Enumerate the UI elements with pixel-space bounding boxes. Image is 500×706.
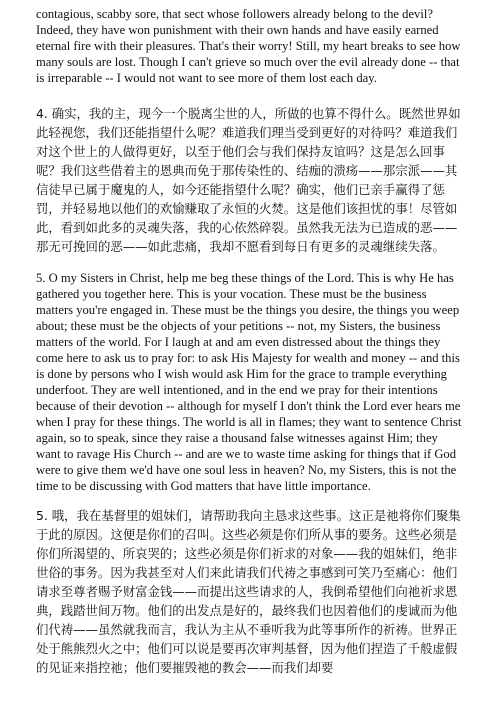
paragraph-english-5: 5. O my Sisters in Christ, help me beg these things of the Lord. This is why He has gathered you together here. This is your vocation. These must be the business matters you're engaged in. These must be the things you desire, the things you weep about; these must be the objects of your petitions -- not, my Sisters, the business matters of the world. For I laugh at and am even distressed about the things they come here to ask us to pray for: to ask His Majesty for wealth and money -- and this is done by persons who I wish would ask Him for the grace to trample everything underfoot. They are well intentioned, and in the end we pray for their intentions because of their devotion -- although for myself I don't think the Lord ever hears me when I pray for these things. The world is all in flames; they want to sentence Christ again, so to speak, since they raise a thousand false witnesses against Him; they want to ravage His Church -- and are we to waste time asking for things that if God were to give them we'd have one soul less in heaven? No, my Sisters, this is not the time to be discussing with God matters that have little importance. — [36, 271, 462, 493]
paragraph-spacer — [36, 494, 464, 506]
paragraph-chinese-4: 4. 确实，我的主，现今一个脱离尘世的人，所做的也算不得什么。既然世界如此轻视您，我们还能指望什么呢？难道我们理当受到更好的对待吗？难道我们对这个世上的人做得更好，以至于他们会与我们保持友谊吗？这是怎么回事呢？我们这些借着主的恩典而免于那传染性的、结痂的溃疡——那宗派——其信徒早已属于魔鬼的人，如今还能指望什么呢？确实，他们已亲手赢得了惩罚，并轻易地以他们的欢愉赚取了永恒的火焚。这是他们该担忧的事！尽管如此，看到如此多的灵魂失落，我的心依然碎裂。虽然我无法为已造成的恶——那无可挽回的恶——如此悲痛，我却不愿看到每日有更多的灵魂继续失落。 — [36, 106, 461, 254]
paragraph-spacer — [36, 86, 464, 104]
paragraph-spacer — [36, 256, 464, 270]
paragraph-chinese-5: 5. 哦，我在基督里的姐妹们，请帮助我向主恳求这些事。这正是祂将你们聚集于此的原因。这便是你们的召叫。这些必须是你们所从事的要务。这些必须是你们所渴望的、所哀哭的；这些必须是你们祈求的对象——我的姐妹们，绝非世俗的事务。因为我甚至对人们来此请我们代祷之事感到可笑乃至痛心：他们请求至尊者赐予财富金钱——而提出这些请求的人，我倒希望他们向祂祈求恩典，践踏世间万物。他们的出发点是好的，最终我们也因着他们的虔诚而为他们代祷——虽然就我而言，我认为主从不垂听我为此等事所作的祈祷。世界正处于熊熊烈火之中；他们可以说是要再次审判基督，因为他们捏造了千般虚假的见证来指控祂；他们要摧毁祂的教会——而我们却要 — [36, 508, 461, 675]
paragraph-english-continuation: contagious, scabby sore, that sect whose followers already belong to the devil? Indeed, they have won punishment with their own hands and have easily earned eternal fire with their pleasures. That's their worry! Still, my heart breaks to see how many souls are lost. Though I can't grieve so much over the evil already done -- that is irreparable -- I would not want to see more of them lost each day. — [36, 7, 461, 85]
